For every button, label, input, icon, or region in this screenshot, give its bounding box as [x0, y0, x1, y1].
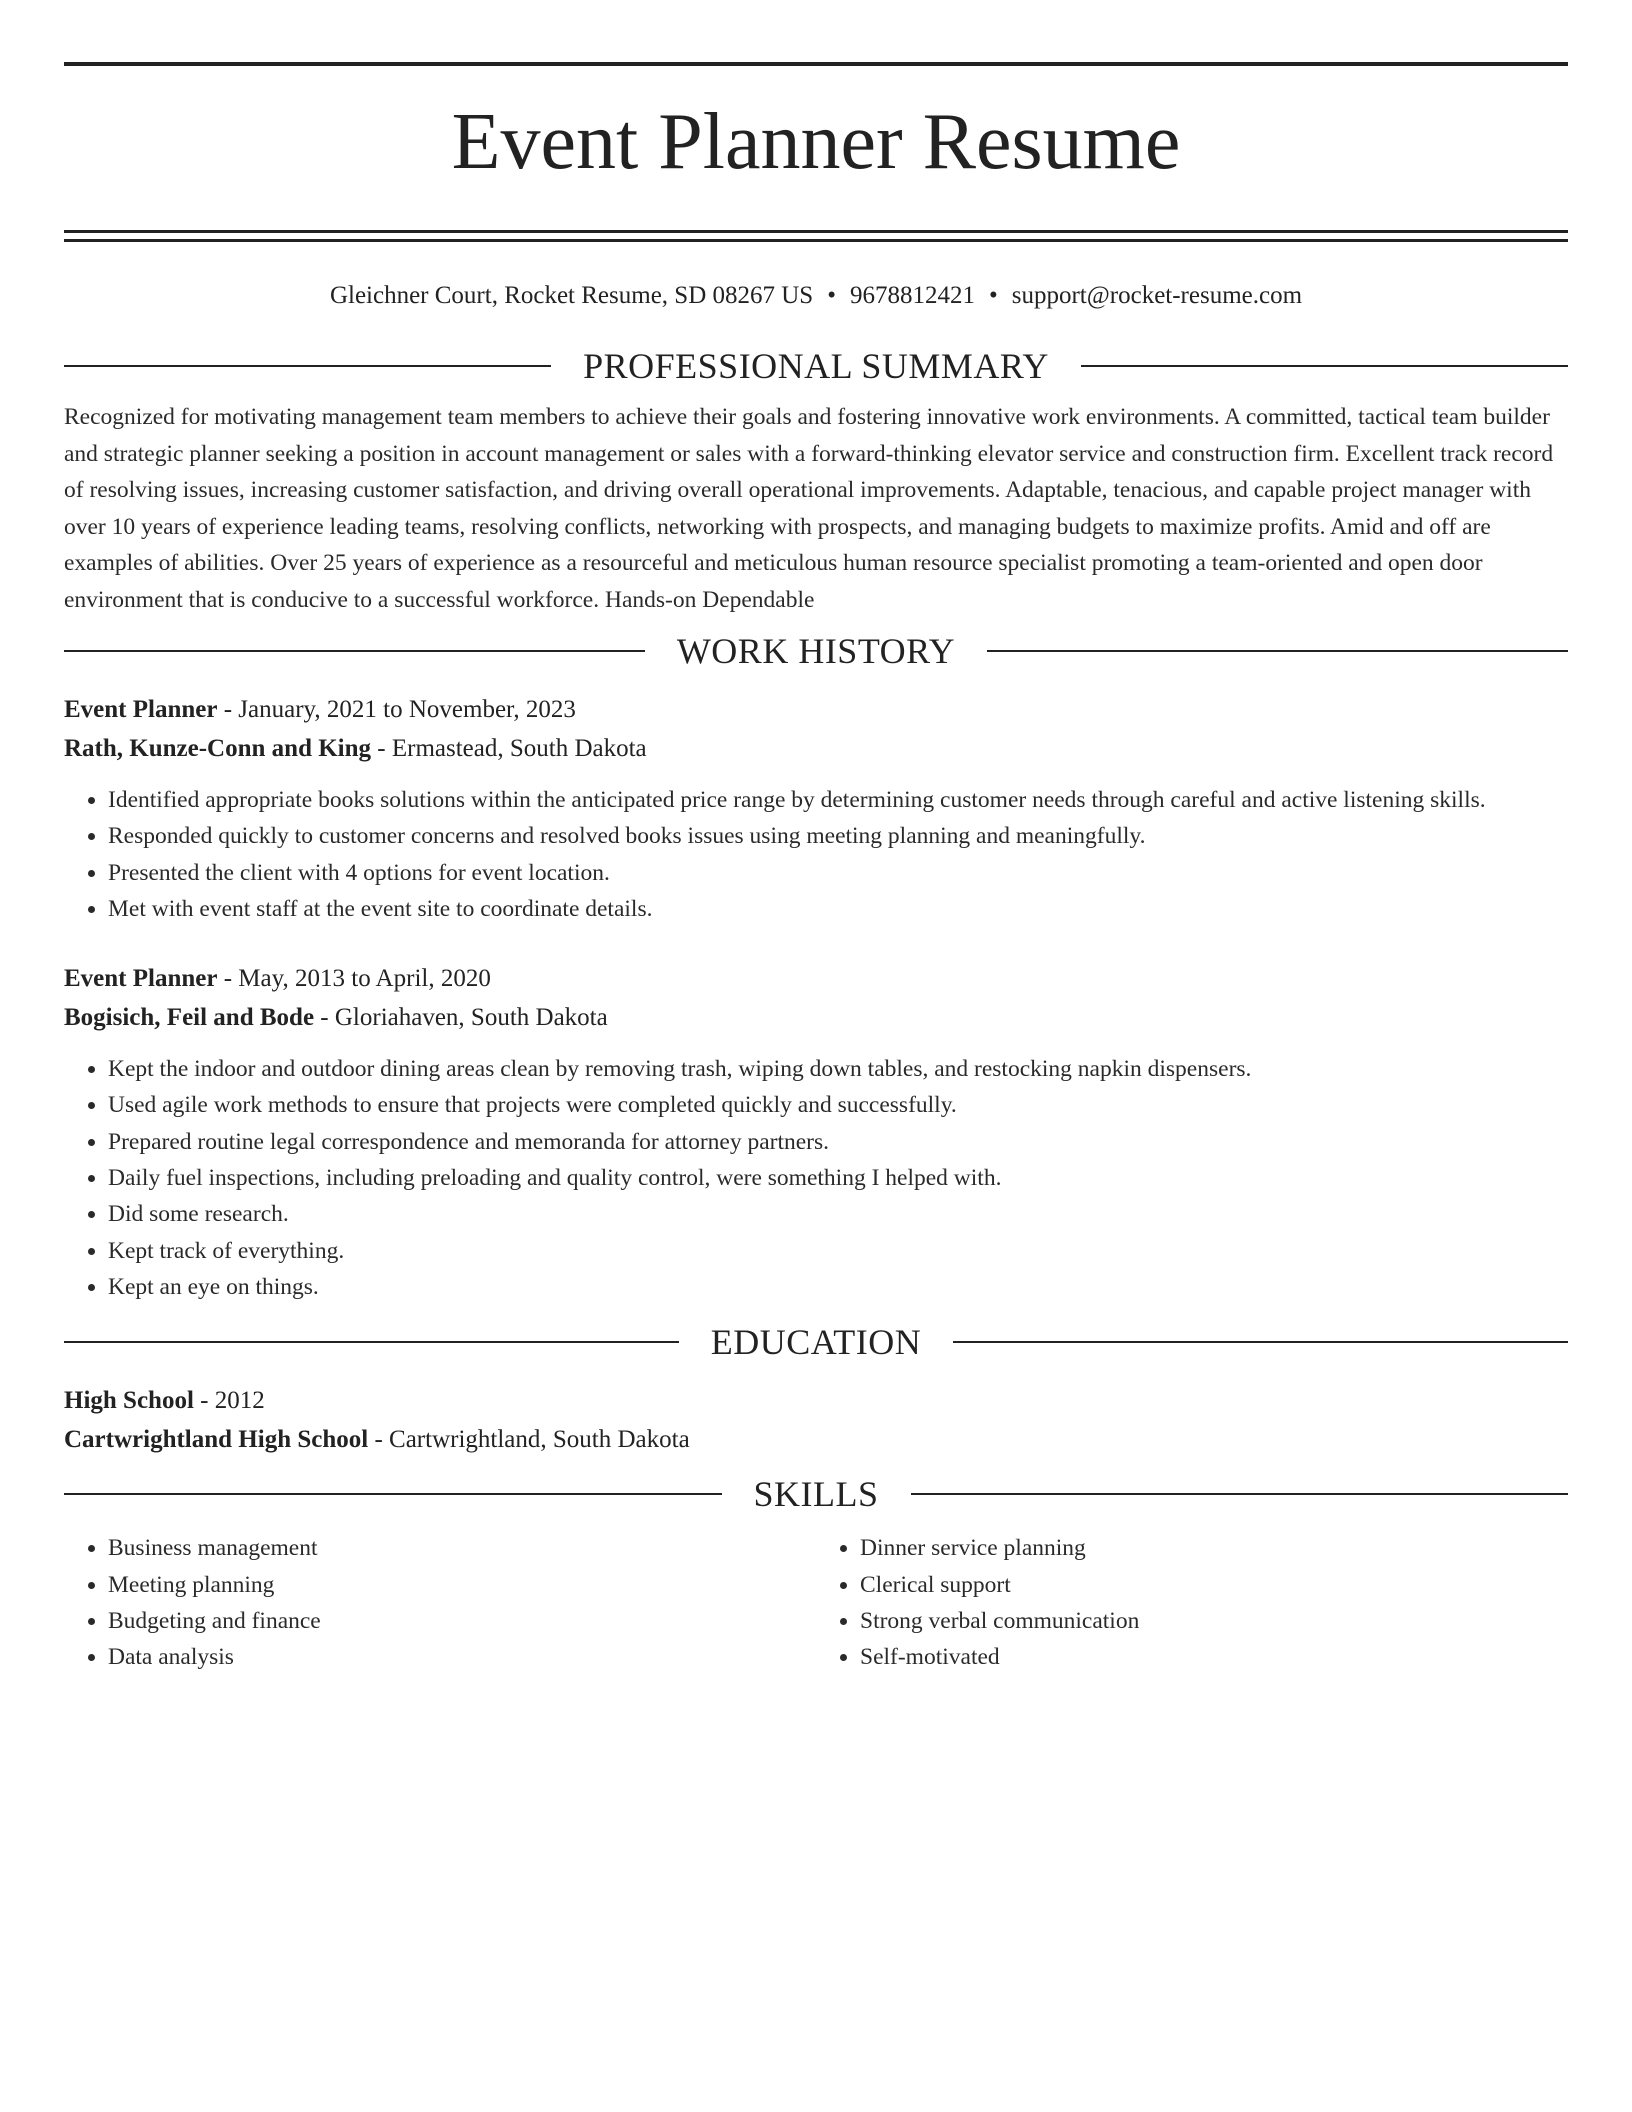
section-rule: [987, 650, 1568, 652]
skill-item: • Self-motivated: [860, 1639, 1568, 1675]
job-bullet: • Responded quickly to customer concerns and resolved books issues using meeting planning and meaningfully.: [108, 818, 1568, 854]
section-rule: [1081, 365, 1568, 367]
skill-item: • Meeting planning: [108, 1567, 816, 1603]
section-rule: [911, 1493, 1569, 1495]
job-company: Bogisich, Feil and Bode: [64, 1004, 315, 1032]
skill-item: • Data analysis: [108, 1639, 816, 1675]
education-degree: High School: [64, 1387, 194, 1415]
contact-address: Gleichner Court, Rocket Resume, SD 08267 US: [329, 282, 814, 309]
contact-separator: •: [827, 282, 836, 309]
skill-item: • Business management: [108, 1530, 816, 1566]
skill-item: • Strong verbal communication: [860, 1603, 1568, 1639]
job-bullet: • Kept the indoor and outdoor dining areas clean by removing trash, wiping down tables, and restocking napkin dispensers.: [108, 1051, 1568, 1087]
education-school-line: [64, 1420, 1568, 1459]
job-location: - Gloriahaven, South Dakota: [314, 1004, 608, 1032]
skill-item: • Budgeting and finance: [108, 1603, 816, 1639]
section-header-education: [64, 1322, 1568, 1362]
skills-list-right: [816, 1530, 1568, 1675]
skills-list-left: [64, 1530, 816, 1675]
job-company-line: [64, 729, 1568, 768]
job-title: Event Planner: [64, 965, 218, 993]
job-bullet: • Prepared routine legal correspondence and memoranda for attorney partners.: [108, 1124, 1568, 1160]
job-bullets: [64, 1051, 1568, 1305]
education-degree-line: [64, 1381, 1568, 1420]
job-bullet: • Kept an eye on things.: [108, 1269, 1568, 1305]
section-rule: [953, 1341, 1568, 1343]
job-bullet: • Met with event staff at the event site to coordinate details.: [108, 891, 1568, 927]
job-dates: - May, 2013 to April, 2020: [217, 965, 491, 993]
job-bullet: • Did some research.: [108, 1196, 1568, 1232]
section-header-summary: [64, 346, 1568, 386]
education-school: Cartwrightland High School: [64, 1426, 369, 1454]
section-rule: [64, 650, 645, 652]
job-title-line: [64, 690, 1568, 729]
job-title: Event Planner: [64, 696, 218, 723]
job-bullet: • Daily fuel inspections, including preloading and quality control, were something I helped with.: [108, 1160, 1568, 1196]
section-rule: [64, 1493, 722, 1495]
section-title-education: EDUCATION: [710, 1322, 922, 1363]
contact-line: [64, 276, 1568, 316]
section-header-work: [64, 631, 1568, 671]
section-title-work: WORK HISTORY: [676, 631, 956, 671]
job-title-line: [64, 959, 1568, 998]
top-rule: [64, 62, 1568, 66]
section-header-skills: [64, 1474, 1568, 1514]
job-location: - Ermastead, South Dakota: [371, 735, 647, 762]
summary-text: Recognized for motivating management team members to achieve their goals and fostering innovative work environments. A committed, tactical team builder and strategic planner seeking a position in account management or sales with a forward-thinking elevator service and construction firm. Excellent track record of resolving issues, increasing customer satisfaction, and driving overall operational improvements. Adaptable, tenacious, and capable project manager with over 10 years of experience leading teams, resolving conflicts, networking with prospects, and managing budgets to maximize profits. Amid and off are examples of abilities. Over 25 years of experience as a resourceful and meticulous human resource specialist promoting a team-oriented and open door environment that is conducive to a successful workforce. Hands-on Dependable: [64, 404, 1554, 613]
education-entry: [64, 1381, 1568, 1459]
job-bullet: • Kept track of everything.: [108, 1233, 1568, 1269]
skills-grid: [64, 1530, 1568, 1675]
section-title-skills: SKILLS: [753, 1474, 879, 1515]
job-dates: - January, 2021 to November, 2023: [217, 696, 576, 723]
job-entry: [64, 690, 1568, 927]
job-bullet: • Identified appropriate books solutions within the anticipated price range by determining customer needs through careful and active listening skills.: [108, 782, 1568, 818]
section-rule: [64, 1341, 679, 1343]
skill-item: • Clerical support: [860, 1567, 1568, 1603]
section-title-summary: PROFESSIONAL SUMMARY: [583, 346, 1049, 386]
job-bullets: [64, 782, 1568, 927]
title-double-rule: [64, 230, 1568, 242]
education-year: - 2012: [193, 1387, 265, 1415]
job-bullet: • Used agile work methods to ensure that projects were completed quickly and successfully.: [108, 1087, 1568, 1123]
job-entry: [64, 959, 1568, 1305]
section-rule: [64, 365, 551, 367]
contact-email: support@rocket-resume.com: [1011, 282, 1303, 309]
skill-item: • Dinner service planning: [860, 1530, 1568, 1566]
contact-separator: •: [988, 282, 998, 309]
education-location: - Cartwrightland, South Dakota: [368, 1426, 690, 1454]
job-company-line: [64, 998, 1568, 1037]
contact-phone: 9678812421: [849, 282, 975, 309]
page-title: Event Planner Resume: [451, 98, 1181, 186]
job-bullet: • Presented the client with 4 options for event location.: [108, 855, 1568, 891]
job-company: Rath, Kunze-Conn and King: [64, 735, 372, 762]
